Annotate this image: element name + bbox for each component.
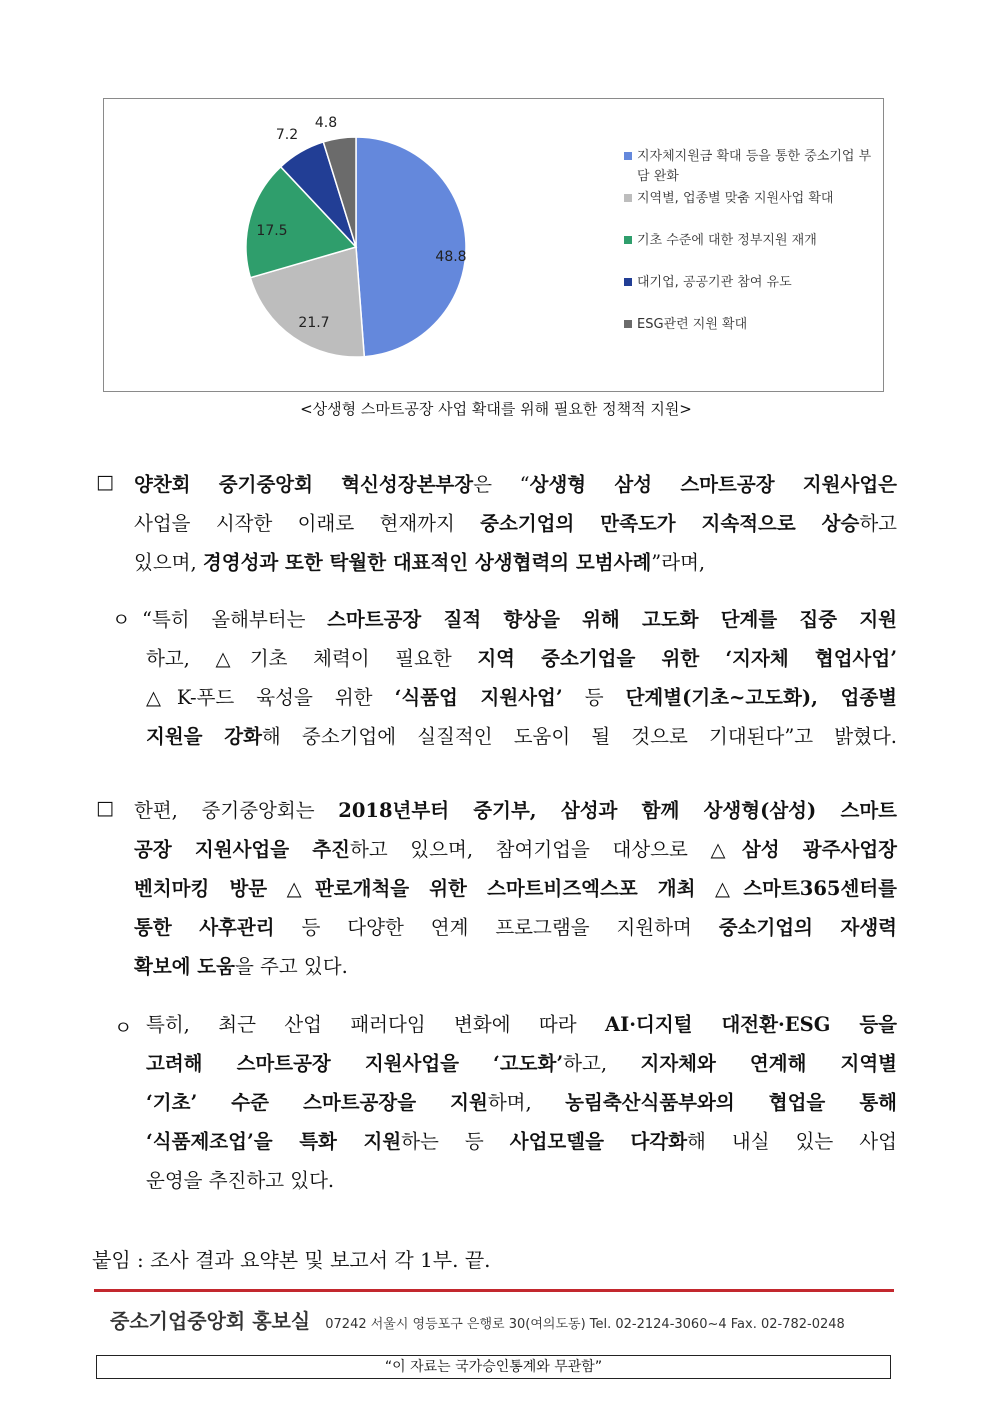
bold-text: ‘식품제조업’을 특화 지원 <box>146 1130 402 1153</box>
text: △K-푸드 육성을 위한 <box>146 686 395 709</box>
bold-text: 확보에 도움 <box>134 955 235 978</box>
legend-item-3 <box>624 231 882 251</box>
text: △ <box>695 877 744 900</box>
paragraph-line <box>134 830 897 869</box>
legend-swatch-4 <box>624 278 632 286</box>
text: 사업을 시작한 이래로 현재까지 <box>134 512 481 535</box>
pie-chart-frame <box>103 98 884 392</box>
paragraph-line <box>134 465 897 504</box>
text: 있으며, <box>134 551 203 574</box>
text: “특히 올해부터는 <box>142 608 328 631</box>
bold-text: 지자체와 연계해 지역별 <box>640 1052 897 1075</box>
statistics-notice: “이 자료는 국가승인통계와 무관함” <box>96 1355 891 1379</box>
legend-item-4 <box>624 273 882 293</box>
legend-label-3: 기초 수준에 대한 정부지원 재개 <box>637 233 817 248</box>
bold-text: 판로개척을 위한 스마트비즈엑스포 개최 <box>314 877 696 900</box>
footer-org: 중소기업중앙회 홍보실 <box>110 1309 311 1333</box>
bold-text: 중소기업의 만족도가 지속적으로 상승 <box>480 512 860 535</box>
text: △ <box>267 877 315 900</box>
text: 하고 <box>859 512 897 535</box>
paragraph-line <box>146 639 897 678</box>
paragraph-2 <box>142 600 897 639</box>
pie-value-label-4: 7.2 <box>275 127 299 143</box>
footer-divider <box>94 1289 894 1292</box>
pie-value-label-2: 21.7 <box>298 315 330 331</box>
paragraph-line <box>134 869 897 908</box>
bold-text: 지역 중소기업을 위한 ‘지자체 협업사업’ <box>477 647 897 670</box>
bold-text: 단계별(기초~고도화), 업종별 <box>625 686 897 709</box>
bold-text: 고려해 스마트공장 지원사업을 ‘고도화’ <box>146 1052 564 1075</box>
bold-text: 경영성과 또한 탁월한 대표적인 상생협력의 모범사례 <box>202 551 652 574</box>
legend-label-2: 지역별, 업종별 맞춤 지원사업 확대 <box>637 191 834 206</box>
paragraph-line <box>134 543 897 582</box>
legend-label-4: 대기업, 공공기관 참여 유도 <box>637 275 792 290</box>
pie-slice-1 <box>356 137 466 357</box>
bold-text: ‘기초’ 수준 스마트공장을 지원 <box>146 1091 488 1114</box>
bold-text: ‘식품업 지원사업’ <box>394 686 563 709</box>
legend-item-5 <box>624 315 882 335</box>
text: 등 다양한 연계 프로그램을 지원하며 <box>274 916 719 939</box>
text: 특히, 최근 산업 패러다임 변화에 따라 <box>146 1013 605 1036</box>
legend-item-2 <box>624 189 882 209</box>
bold-text: 공장 지원사업을 추진 <box>134 838 350 861</box>
bold-text: 중소기업의 자생력 <box>718 916 897 939</box>
text: 하는 등 <box>401 1130 510 1153</box>
footer-address: 07242 서울시 영등포구 은행로 30(여의도동) Tel. 02-2124-3060~4 Fax. 02-782-0248 <box>325 1317 845 1332</box>
paragraph-line <box>146 1122 897 1161</box>
bold-text: 지원을 강화 <box>146 725 262 748</box>
text: ”라며, <box>651 551 706 574</box>
paragraph-3 <box>134 791 897 986</box>
square-bullet: □ <box>96 471 114 493</box>
paragraph-line <box>146 1083 897 1122</box>
text: 하며, <box>487 1091 566 1114</box>
bold-text: 삼성 광주사업장 <box>741 838 897 861</box>
paragraph-line <box>146 1161 897 1200</box>
paragraph-1 <box>134 465 897 504</box>
text: 등 <box>562 686 626 709</box>
bold-text: 스마트공장 질적 향상을 위해 고도화 단계를 집중 지원 <box>327 608 897 631</box>
paragraph-line <box>134 504 897 543</box>
bold-text: 사업모델을 다각화 <box>509 1130 688 1153</box>
text: 은 “ <box>473 473 530 496</box>
text: 하고 있으며, 참여기업을 대상으로 △ <box>350 838 742 861</box>
paragraph-1-cont <box>134 504 897 582</box>
paragraph-line <box>146 717 897 756</box>
pie-value-label-5: 4.8 <box>314 115 338 131</box>
bold-text: 스마트365센터를 <box>743 877 897 900</box>
pie-value-label-1: 48.8 <box>435 249 467 265</box>
legend-swatch-2 <box>624 194 632 202</box>
legend-swatch-1 <box>624 152 632 160</box>
bold-text: 농림축산식품부와의 협업을 통해 <box>565 1091 897 1114</box>
footer <box>110 1305 845 1334</box>
text: 한편, 중기중앙회는 <box>134 799 339 822</box>
text: 하고, <box>563 1052 641 1075</box>
legend-swatch-5 <box>624 320 632 328</box>
bold-text: 양찬회 중기중앙회 혁신성장본부장 <box>134 473 474 496</box>
legend-label-5: ESG관련 지원 확대 <box>637 317 748 332</box>
paragraph-line <box>134 908 897 947</box>
pie-value-label-3: 17.5 <box>256 223 288 239</box>
text: 운영을 추진하고 있다. <box>146 1169 335 1192</box>
circle-bullet: ㅇ <box>112 609 131 631</box>
circle-bullet: ㅇ <box>114 1017 133 1039</box>
attachment-note: 붙임 : 조사 결과 요약본 및 보고서 각 1부. 끝. <box>92 1248 491 1272</box>
paragraph-line <box>142 600 897 639</box>
paragraph-2-cont <box>146 639 897 756</box>
paragraph-line <box>134 791 897 830</box>
legend-label-1: 지자체지원금 확대 등을 통한 중소기업 부담 완화 <box>637 149 872 184</box>
text: 하고, △기초 체력이 필요한 <box>146 647 478 670</box>
paragraph-line <box>146 1044 897 1083</box>
chart-caption: <상생형 스마트공장 사업 확대를 위해 필요한 정책적 지원> <box>300 400 692 418</box>
paragraph-line <box>146 1005 897 1044</box>
text: 해 중소기업에 실질적인 도움이 될 것으로 기대된다”고 밝혔다. <box>261 725 897 748</box>
bold-text: 벤치마킹 방문 <box>134 877 268 900</box>
bold-text: 상생형 삼성 스마트공장 지원사업은 <box>529 473 897 496</box>
paragraph-4 <box>146 1005 897 1200</box>
bold-text: 2018년부터 중기부, 삼성과 함께 상생형(삼성) 스마트 <box>338 799 897 822</box>
square-bullet: □ <box>96 797 114 819</box>
legend-item-1 <box>624 147 882 187</box>
text: 해 내실 있는 사업 <box>687 1130 897 1153</box>
legend-swatch-3 <box>624 236 632 244</box>
bold-text: 통한 사후관리 <box>134 916 275 939</box>
paragraph-line <box>134 947 897 986</box>
bold-text: AI·디지털 대전환·ESG 등을 <box>604 1013 897 1036</box>
text: 을 주고 있다. <box>234 955 348 978</box>
paragraph-line <box>146 678 897 717</box>
